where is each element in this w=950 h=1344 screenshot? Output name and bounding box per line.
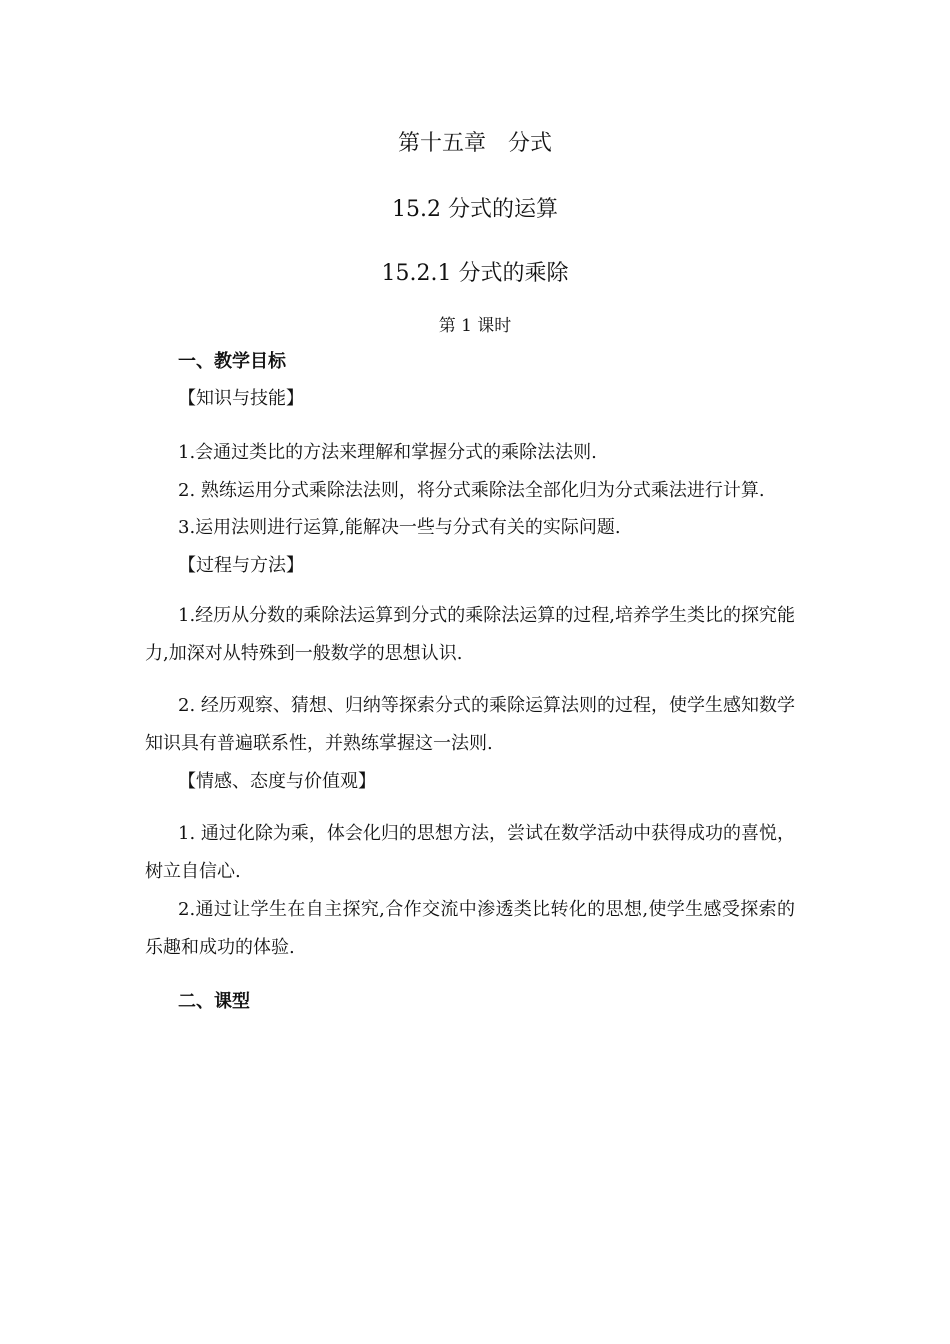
process-item-1: 1.经历从分数的乘除法运算到分式的乘除法运算的过程,培养学生类比的探究能力,加深对从特殊到一般数学的思想认识. <box>145 605 795 664</box>
section-title: 15.2 分式的运算 <box>392 197 558 222</box>
process-item-2: 2. 经历观察、猜想、归纳等探索分式的乘除运算法则的过程，使学生感知数学知识具有普遍联系性，并熟练掌握这一法则. <box>145 695 795 754</box>
knowledge-item-3: 3.运用法则进行运算,能解决一些与分式有关的实际问题. <box>178 517 621 538</box>
chapter-title: 第十五章 分式 <box>397 131 552 156</box>
emotion-label: 【情感、态度与价值观】 <box>178 771 376 792</box>
knowledge-label: 【知识与技能】 <box>178 388 304 409</box>
objectives-heading: 一、教学目标 <box>178 351 286 372</box>
lesson-type-heading: 二、课型 <box>178 991 250 1012</box>
subsection-title: 15.2.1 分式的乘除 <box>381 261 569 286</box>
emotion-item-1: 1. 通过化除为乘，体会化归的思想方法，尝试在数学活动中获得成功的喜悦，树立自信心. <box>145 823 795 882</box>
emotion-item-2: 2.通过让学生在自主探究,合作交流中渗透类比转化的思想,使学生感受探索的乐趣和成功的体验. <box>145 899 795 958</box>
knowledge-item-2: 2. 熟练运用分式乘除法法则，将分式乘除法全部化归为分式乘法进行计算. <box>178 480 765 501</box>
lesson-number: 第 1 课时 <box>438 316 512 336</box>
knowledge-item-1: 1.会通过类比的方法来理解和掌握分式的乘除法法则. <box>178 442 597 463</box>
process-label: 【过程与方法】 <box>178 555 304 576</box>
